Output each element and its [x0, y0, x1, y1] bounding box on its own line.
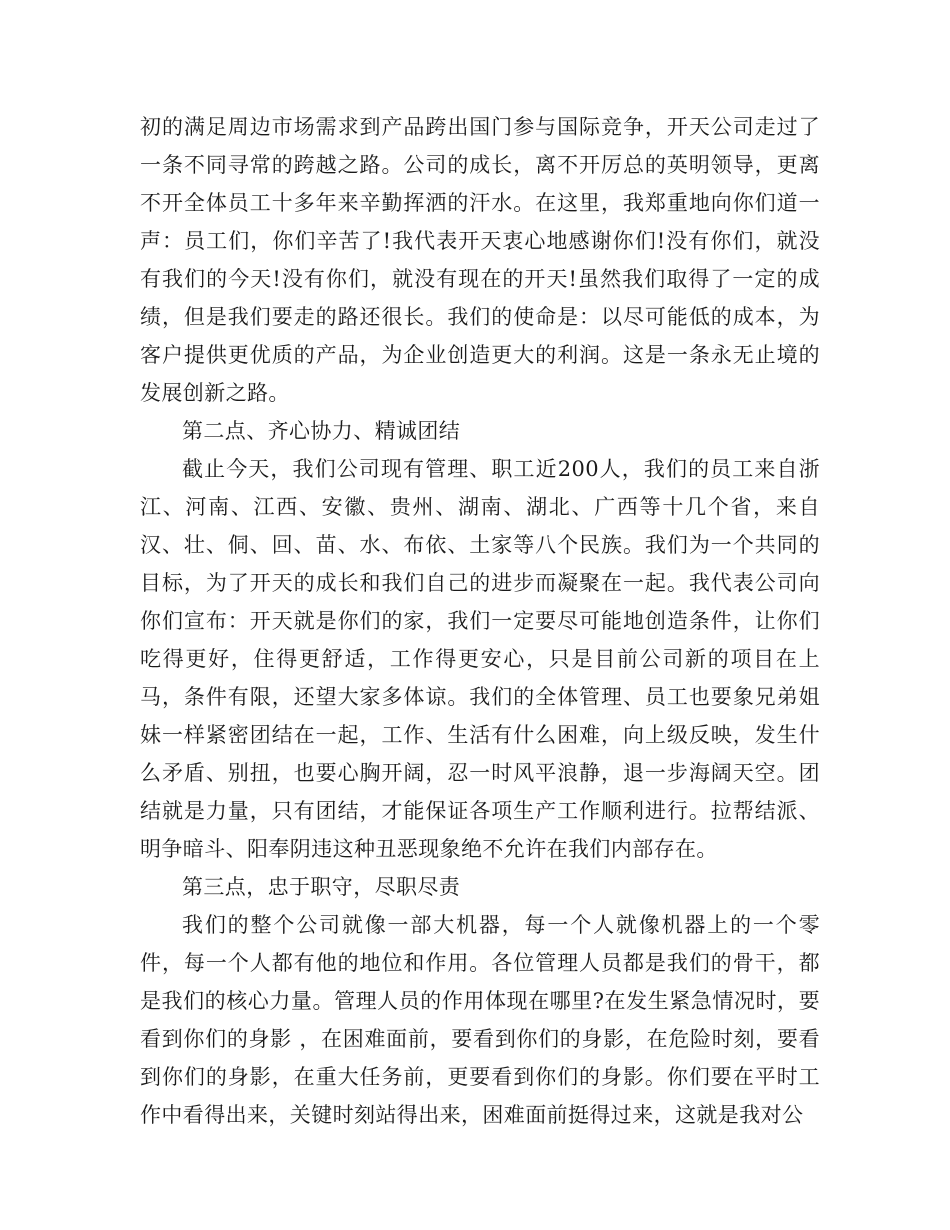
document-body	[140, 108, 820, 1134]
paragraph-duty: 我们的整个公司就像一部大机器，每一个人就像机器上的一个零件，每一个人都有他的地位和作用。各位管理人员都是我们的骨干，都是我们的核心力量。管理人员的作用体现在哪里?在发生紧急情况时，要看到你们的身影 ，在困难面前，要看到你们的身影，在危险时刻，要看到你们的身影，在重大任务前，更要看到你们的身影。你们要在平时工作中看得出来，关键时刻站得出来，困难面前挺得过来，这就是我对公	[140, 913, 820, 1127]
section-heading-3: 第三点，忠于职守，尽职尽责	[182, 875, 461, 899]
paragraph-unity: 截止今天，我们公司现有管理、职工近200人，我们的员工来自浙江、河南、江西、安徽、贵州、湖南、湖北、广西等十几个省，来自汉、壮、侗、回、苗、水、布依、土家等八个民族。我们为一个共同的目标，为了开天的成长和我们自己的进步而凝聚在一起。我代表公司向你们宣布：开天就是你们的家，我们一定要尽可能地创造条件，让你们吃得更好，住得更舒适，工作得更安心，只是目前公司新的项目在上马，条件有限，还望大家多体谅。我们的全体管理、员工也要象兄弟姐妹一样紧密团结在一起，工作、生活有什么困难，向上级反映，发生什么矛盾、别扭，也要心胸开阔，忍一时风平浪静，退一步海阔天空。团结就是力量，只有团结，才能保证各项生产工作顺利进行。拉帮结派、明争暗斗、阳奉阴违这种丑恶现象绝不允许在我们内部存在。	[140, 457, 820, 861]
paragraph-continuation: 初的满足周边市场需求到产品跨出国门参与国际竞争，开天公司走过了一条不同寻常的跨越之路。公司的成长，离不开厉总的英明领导，更离不开全体员工十多年来辛勤挥洒的汗水。在这里，我郑重地向你们道一声：员工们，你们辛苦了!我代表开天衷心地感谢你们!没有你们，就没有我们的今天!没有你们，就没有现在的开天!虽然我们取得了一定的成绩，但是我们要走的路还很长。我们的使命是：以尽可能低的成本，为客户提供更优质的产品，为企业创造更大的利润。这是一条永无止境的发展创新之路。	[140, 115, 820, 405]
section-heading-2: 第二点、齐心协力、精诚团结	[182, 419, 461, 443]
